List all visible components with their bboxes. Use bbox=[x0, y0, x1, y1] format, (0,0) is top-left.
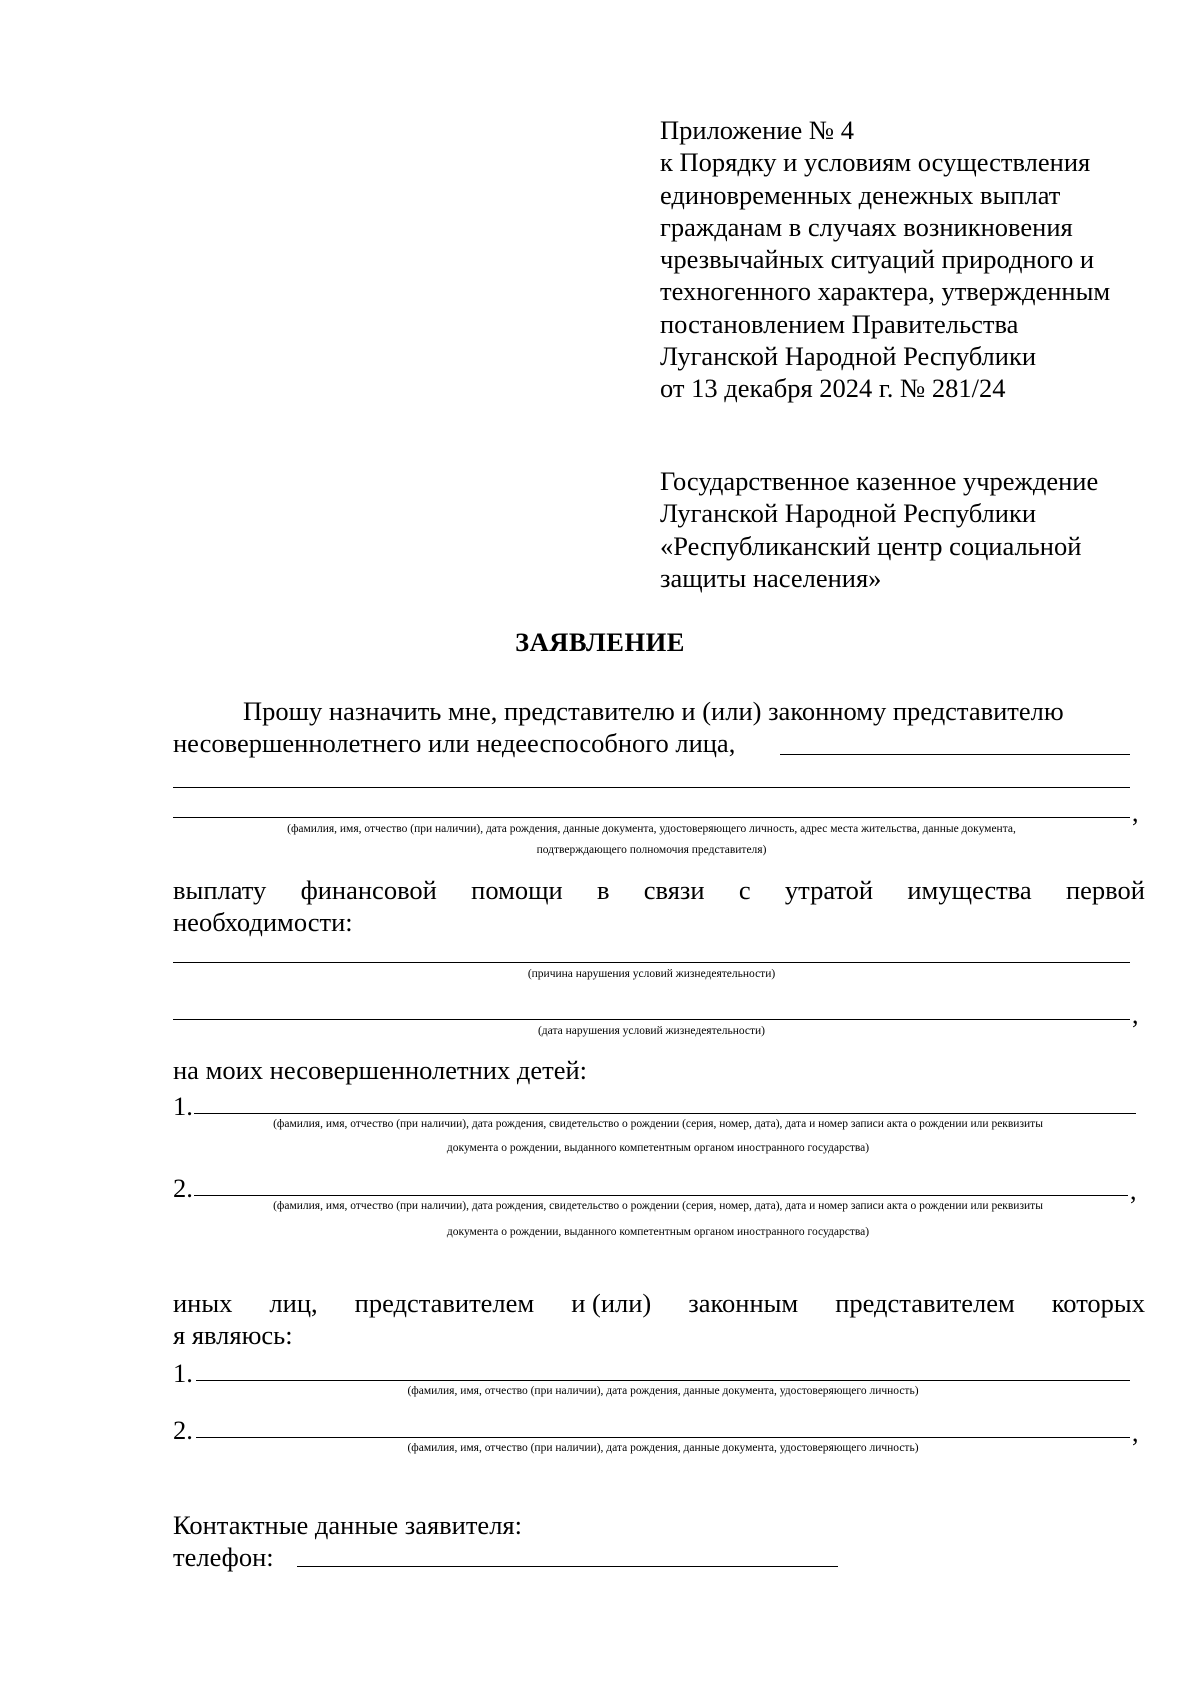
word: помощи bbox=[471, 875, 563, 905]
appendix-line: единовременных денежных выплат bbox=[660, 179, 1061, 210]
appendix-line: чрезвычайных ситуаций природного и bbox=[660, 244, 1095, 275]
child-1-number: 1. bbox=[173, 1091, 193, 1121]
payment-line-1 bbox=[173, 874, 1145, 906]
comma: , bbox=[1132, 1000, 1139, 1029]
appendix-reference bbox=[660, 114, 1180, 405]
phone-field[interactable] bbox=[297, 1566, 838, 1567]
appendix-line: Луганской Народной Республики bbox=[660, 341, 1037, 372]
word: утратой bbox=[784, 875, 874, 905]
word: представителем bbox=[835, 1288, 1015, 1318]
word: которых bbox=[1051, 1288, 1145, 1318]
applicant-name-field-3[interactable] bbox=[173, 817, 1130, 818]
contacts-heading: Контактные данные заявителя: bbox=[173, 1510, 522, 1540]
date-field[interactable] bbox=[173, 1019, 1130, 1020]
date-field-caption: (дата нарушения условий жизнедеятельности) bbox=[537, 1025, 766, 1037]
addressee-line: «Республиканский центр социальной bbox=[660, 530, 1082, 561]
addressee-block bbox=[660, 465, 1180, 594]
addressee-line: Государственное казенное учреждение bbox=[660, 466, 1099, 496]
child-2-field[interactable] bbox=[194, 1195, 1128, 1196]
child-1-field[interactable] bbox=[194, 1113, 1136, 1114]
phone-label: телефон: bbox=[173, 1542, 274, 1572]
others-line-1 bbox=[173, 1287, 1145, 1319]
other-2-number: 2. bbox=[173, 1415, 193, 1445]
comma: , bbox=[1132, 1418, 1139, 1447]
addressee-line: защиты населения» bbox=[660, 562, 882, 593]
other-2-field[interactable] bbox=[196, 1437, 1130, 1438]
comma: , bbox=[1130, 1176, 1137, 1205]
word: финансовой bbox=[300, 875, 437, 905]
appendix-line: техногенного характера, утвержденным bbox=[660, 276, 1111, 307]
request-line-1: Прошу назначить мне, представителю и (или) законному представителю bbox=[243, 696, 1064, 726]
other-1-number: 1. bbox=[173, 1358, 193, 1388]
other-2-caption: (фамилия, имя, отчество (при наличии), дата рождения, данные документа, удостоверяющего личность) bbox=[407, 1442, 919, 1454]
word: представителем bbox=[354, 1288, 535, 1318]
appendix-line: Приложение № 4 bbox=[660, 115, 855, 145]
addressee-line: Луганской Народной Республики bbox=[660, 498, 1037, 529]
child-1-caption-1: (фамилия, имя, отчество (при наличии), дата рождения, свидетельство о рождении (серия, номер, дата), дата и номер записи акта о рождении или реквизиты bbox=[273, 1118, 1043, 1130]
child-2-caption-1: (фамилия, имя, отчество (при наличии), дата рождения, свидетельство о рождении (серия, номер, дата), дата и номер записи акта о рождении или реквизиты bbox=[273, 1200, 1043, 1212]
word: связи bbox=[643, 875, 705, 905]
comma: , bbox=[1132, 798, 1139, 827]
child-1-caption-2: документа о рождении, выданного компетентным органом иностранного государства) bbox=[446, 1142, 870, 1154]
word: выплату bbox=[173, 875, 267, 905]
applicant-field-caption-1: (фамилия, имя, отчество (при наличии), дата рождения, данные документа, удостоверяющего личность, адрес места жительства, данные документа, bbox=[287, 823, 1016, 835]
word: с bbox=[738, 875, 751, 905]
applicant-field-caption-2: подтверждающего полномочия представителя) bbox=[536, 844, 767, 856]
child-2-caption-2: документа о рождении, выданного компетентным органом иностранного государства) bbox=[446, 1226, 870, 1238]
others-line-2: я являюсь: bbox=[173, 1320, 293, 1350]
word: и (или) bbox=[571, 1288, 652, 1318]
word: имущества bbox=[907, 875, 1032, 905]
payment-line-2: необходимости: bbox=[173, 907, 353, 937]
appendix-line: гражданам в случаях возникновения bbox=[660, 211, 1073, 242]
other-1-caption: (фамилия, имя, отчество (при наличии), дата рождения, данные документа, удостоверяющего личность) bbox=[407, 1385, 919, 1397]
word: иных bbox=[173, 1288, 233, 1318]
appendix-line: к Порядку и условиям осуществления bbox=[660, 147, 1091, 178]
applicant-name-field-2[interactable] bbox=[173, 787, 1130, 788]
document-title: ЗАЯВЛЕНИЕ bbox=[515, 627, 685, 657]
child-2-number: 2. bbox=[173, 1173, 193, 1203]
request-line-2: несовершеннолетнего или недееспособного лица, bbox=[173, 728, 736, 758]
appendix-line: постановлением Правительства bbox=[660, 308, 1019, 339]
applicant-name-field-1[interactable] bbox=[780, 754, 1130, 755]
word: первой bbox=[1065, 875, 1145, 905]
cause-field[interactable] bbox=[173, 962, 1130, 963]
appendix-line: от 13 декабря 2024 г. № 281/24 bbox=[660, 373, 1006, 404]
word: лиц, bbox=[269, 1288, 318, 1318]
cause-field-caption: (причина нарушения условий жизнедеятельности) bbox=[527, 968, 776, 980]
other-1-field[interactable] bbox=[196, 1380, 1130, 1381]
children-heading: на моих несовершеннолетних детей: bbox=[173, 1055, 587, 1085]
word: в bbox=[596, 875, 610, 905]
word: законным bbox=[688, 1288, 799, 1318]
